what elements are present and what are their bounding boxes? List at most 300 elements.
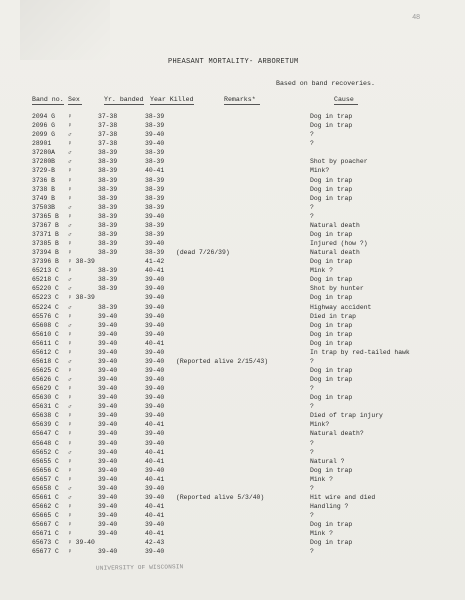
table-row xyxy=(0,367,465,375)
table-row xyxy=(0,249,465,257)
sex-cell: ♀ xyxy=(68,421,72,429)
sex-cell: ♀ xyxy=(68,548,72,556)
year-banded-cell: 39-40 xyxy=(98,403,118,411)
table-row xyxy=(0,449,465,457)
sex-cell: ♀ xyxy=(68,140,72,148)
year-killed-cell: 39-40 xyxy=(145,548,165,556)
year-killed-cell: 39-40 xyxy=(145,376,165,383)
band-number-cell: 65652 C xyxy=(32,448,59,456)
header-yr-banded: Yr. banded xyxy=(104,96,144,103)
year-killed-cell: 39-40 xyxy=(145,493,165,501)
cause-cell: Shot by hunter xyxy=(310,285,364,293)
header-cause: Cause xyxy=(334,96,354,103)
band-number-cell: 65223 C xyxy=(32,294,59,302)
table-row xyxy=(0,539,465,547)
year-killed-cell: 39-40 xyxy=(145,394,165,402)
table-row xyxy=(0,267,465,275)
sex-cell: ♀ xyxy=(68,312,72,320)
cause-cell: ? xyxy=(310,484,314,492)
sex-cell: ♀ xyxy=(68,212,72,220)
year-killed-cell: 38-39 xyxy=(145,149,165,157)
year-killed-cell: 39-40 xyxy=(145,348,165,356)
band-number-cell: 3749 B xyxy=(32,194,56,202)
year-killed-cell: 38-39 xyxy=(145,158,165,166)
year-killed-cell: 39-40 xyxy=(145,484,165,492)
sex-cell: ♀ xyxy=(68,367,72,374)
band-number-cell: 37280A xyxy=(32,149,56,157)
table-row xyxy=(0,458,465,466)
sex-cell: ♀ xyxy=(68,439,72,447)
sex-cell: ♀ xyxy=(68,394,72,402)
band-number-cell: 65618 C xyxy=(32,357,59,365)
table-row xyxy=(0,412,465,420)
remarks-cell: (Reported alive 5/3/40) xyxy=(176,493,265,501)
band-number-cell: 65625 C xyxy=(32,367,59,374)
archive-stamp: UNIVERSITY OF WISCONSIN xyxy=(95,563,184,572)
sex-cell: ♀ xyxy=(68,113,72,120)
band-number-cell: 3736 B xyxy=(32,176,56,184)
cause-cell: Mink ? xyxy=(310,475,334,483)
year-banded-cell: 38-39 xyxy=(98,212,118,220)
sex-cell: ♀ xyxy=(68,530,72,538)
band-number-cell: 65655 C xyxy=(32,457,59,465)
band-number-cell: 65629 C xyxy=(32,385,59,393)
year-banded-cell: 39-40 xyxy=(98,484,118,492)
cause-cell: Natural death xyxy=(310,249,360,257)
year-banded-cell: 39-40 xyxy=(98,312,118,320)
year-banded-cell: 37-38 xyxy=(98,140,118,148)
sex-cell: ♂ xyxy=(68,131,72,139)
header-underline xyxy=(334,104,358,105)
table-row xyxy=(0,403,465,411)
cause-cell: ? xyxy=(310,512,314,520)
header-remarks: Remarks* xyxy=(224,96,256,103)
table-row xyxy=(0,421,465,429)
table-row xyxy=(0,530,465,538)
table-row xyxy=(0,494,465,502)
year-killed-cell: 39-40 xyxy=(145,212,165,220)
band-number-cell: 37371 B xyxy=(32,230,59,238)
table-row xyxy=(0,177,465,185)
year-killed-cell: 39-40 xyxy=(145,439,165,447)
band-number-cell: 65630 C xyxy=(32,394,59,402)
cause-cell: ? xyxy=(310,448,314,456)
sex-cell: ♂ xyxy=(68,484,72,492)
table-row xyxy=(0,340,465,348)
table-row xyxy=(0,204,465,212)
year-killed-cell: 40-41 xyxy=(145,530,165,538)
year-killed-cell: 39-40 xyxy=(145,131,165,139)
sex-cell: ♀ xyxy=(68,167,72,175)
sex-cell: ♂ xyxy=(68,321,72,329)
cause-cell: Natural ? xyxy=(310,457,345,465)
year-killed-cell: 39-40 xyxy=(145,240,165,247)
table-row xyxy=(0,440,465,448)
band-number-cell: 65661 C xyxy=(32,493,59,501)
sex-cell: ♂ xyxy=(68,276,72,284)
year-banded-cell: 37-38 xyxy=(98,122,118,130)
sex-cell: ♀ 39-40 xyxy=(68,539,95,547)
year-killed-cell: 39-40 xyxy=(145,312,165,320)
cause-cell: ? xyxy=(310,439,314,447)
band-number-cell: 3729-B xyxy=(32,167,56,175)
sex-cell: ♂ xyxy=(68,203,72,211)
table-row xyxy=(0,113,465,121)
year-killed-cell: 39-40 xyxy=(145,357,165,365)
cause-cell: Natural death xyxy=(310,221,360,229)
page-subtitle: Based on band recoveries. xyxy=(276,80,375,87)
year-banded-cell: 39-40 xyxy=(98,430,118,438)
sex-cell: ♀ xyxy=(68,176,72,184)
sex-cell: ♀ xyxy=(68,185,72,193)
cause-cell: Dog in trap xyxy=(310,330,353,338)
table-row xyxy=(0,195,465,203)
year-killed-cell: 38-39 xyxy=(145,185,165,193)
remarks-cell: (dead 7/26/39) xyxy=(176,249,230,257)
band-number-cell: 65648 C xyxy=(32,439,59,447)
table-row xyxy=(0,258,465,266)
band-number-cell: 37280B xyxy=(32,158,56,166)
table-row xyxy=(0,349,465,357)
band-number-cell: 65608 C xyxy=(32,321,59,329)
cause-cell: Dog in trap xyxy=(310,122,353,130)
table-row xyxy=(0,304,465,312)
year-banded-cell: 38-39 xyxy=(98,285,118,293)
year-banded-cell: 39-40 xyxy=(98,448,118,456)
sex-cell: ♀ xyxy=(68,330,72,338)
year-killed-cell: 40-41 xyxy=(145,267,165,275)
year-banded-cell: 39-40 xyxy=(98,530,118,538)
band-number-cell: 65671 C xyxy=(32,530,59,538)
year-banded-cell: 39-40 xyxy=(98,503,118,510)
year-banded-cell: 39-40 xyxy=(98,466,118,474)
sex-cell: ♀ xyxy=(68,249,72,257)
year-banded-cell: 39-40 xyxy=(98,457,118,465)
table-row xyxy=(0,222,465,230)
sex-cell: ♀ xyxy=(68,194,72,202)
cause-cell: Mink? xyxy=(310,167,330,175)
year-banded-cell: 39-40 xyxy=(98,330,118,338)
year-killed-cell: 39-40 xyxy=(145,412,165,420)
year-killed-cell: 38-39 xyxy=(145,221,165,229)
year-killed-cell: 41-42 xyxy=(145,258,165,266)
year-killed-cell: 40-41 xyxy=(145,503,165,510)
year-banded-cell: 38-39 xyxy=(98,276,118,284)
table-row xyxy=(0,149,465,157)
header-underline xyxy=(32,104,64,105)
sex-cell: ♀ xyxy=(68,521,72,529)
band-number-cell: 65576 C xyxy=(32,312,59,320)
table-row xyxy=(0,313,465,321)
cause-cell: Dog in trap xyxy=(310,339,353,347)
year-banded-cell: 39-40 xyxy=(98,339,118,347)
cause-cell: ? xyxy=(310,385,314,393)
cause-cell: Dog in trap xyxy=(310,230,353,238)
sex-cell: ♀ xyxy=(68,385,72,393)
year-killed-cell: 38-39 xyxy=(145,230,165,238)
year-banded-cell: 39-40 xyxy=(98,521,118,529)
year-banded-cell: 38-39 xyxy=(98,185,118,193)
cause-cell: Dog in trap xyxy=(310,321,353,329)
cause-cell: Dog in trap xyxy=(310,176,353,184)
sex-cell: ♀ xyxy=(68,122,72,130)
band-number-cell: 65658 C xyxy=(32,484,59,492)
sex-cell: ♂ xyxy=(68,376,72,383)
year-killed-cell: 38-39 xyxy=(145,113,165,120)
cause-cell: Dog in trap xyxy=(310,113,353,120)
year-killed-cell: 40-41 xyxy=(145,475,165,483)
cause-cell: Dog in trap xyxy=(310,466,353,474)
band-number-cell: 2099 G xyxy=(32,131,56,139)
band-number-cell: 65673 C xyxy=(32,539,59,547)
header-sex: Sex xyxy=(68,96,80,103)
band-number-cell: 65656 C xyxy=(32,466,59,474)
table-row xyxy=(0,285,465,293)
table-row xyxy=(0,231,465,239)
year-banded-cell: 39-40 xyxy=(98,367,118,374)
band-number-cell: 37394 B xyxy=(32,249,59,257)
table-row xyxy=(0,240,465,248)
band-number-cell: 65662 C xyxy=(32,503,59,510)
year-killed-cell: 38-39 xyxy=(145,249,165,257)
band-number-cell: 65611 C xyxy=(32,339,59,347)
sex-cell: ♀ xyxy=(68,240,72,247)
sex-cell: ♂ xyxy=(68,221,72,229)
band-number-cell: 2094 G xyxy=(32,113,56,120)
year-banded-cell: 38-39 xyxy=(98,267,118,275)
year-banded-cell: 39-40 xyxy=(98,376,118,383)
cause-cell: ? xyxy=(310,357,314,365)
sex-cell: ♂ xyxy=(68,493,72,501)
cause-cell: Dog in trap xyxy=(310,376,353,383)
table-row xyxy=(0,186,465,194)
sex-cell: ♀ 38-39 xyxy=(68,294,95,302)
table-row xyxy=(0,430,465,438)
cause-cell: Mink? xyxy=(310,421,330,429)
year-banded-cell: 38-39 xyxy=(98,203,118,211)
year-banded-cell: 37-38 xyxy=(98,131,118,139)
sex-cell: ♀ xyxy=(68,466,72,474)
year-banded-cell: 38-39 xyxy=(98,167,118,175)
table-row xyxy=(0,512,465,520)
band-number-cell: 37385 B xyxy=(32,240,59,247)
cause-cell: In trap by red-tailed hawk xyxy=(310,348,410,356)
year-killed-cell: 40-41 xyxy=(145,339,165,347)
cause-cell: Dog in trap xyxy=(310,276,353,284)
table-row xyxy=(0,140,465,148)
header-underline xyxy=(224,104,260,105)
cause-cell: ? xyxy=(310,212,314,220)
table-row xyxy=(0,358,465,366)
header-underline xyxy=(150,104,194,105)
band-number-cell: 65218 C xyxy=(32,276,59,284)
year-banded-cell: 38-39 xyxy=(98,303,118,311)
table-row xyxy=(0,521,465,529)
year-killed-cell: 39-40 xyxy=(145,466,165,474)
band-number-cell: 37367 B xyxy=(32,221,59,229)
table-row xyxy=(0,322,465,330)
band-number-cell: 65612 C xyxy=(32,348,59,356)
cause-cell: ? xyxy=(310,140,314,148)
cause-cell: Natural death? xyxy=(310,430,364,438)
header-underline xyxy=(104,104,144,105)
band-number-cell: 65213 C xyxy=(32,267,59,275)
band-number-cell: 37396 B xyxy=(32,258,59,266)
year-killed-cell: 39-40 xyxy=(145,385,165,393)
header-year-killed: Year Killed xyxy=(150,96,194,103)
year-killed-cell: 38-39 xyxy=(145,122,165,130)
sex-cell: ♂ xyxy=(68,285,72,293)
sex-cell: ♀ xyxy=(68,512,72,520)
table-row xyxy=(0,167,465,175)
band-number-cell: 65657 C xyxy=(32,475,59,483)
band-number-cell: 2096 G xyxy=(32,122,56,130)
band-number-cell: 65638 C xyxy=(32,412,59,420)
year-killed-cell: 39-40 xyxy=(145,403,165,411)
band-number-cell: 65631 C xyxy=(32,403,59,411)
year-banded-cell: 38-39 xyxy=(98,158,118,166)
year-banded-cell: 38-39 xyxy=(98,221,118,229)
sex-cell: ♂ xyxy=(68,357,72,365)
cause-cell: Died of trap injury xyxy=(310,412,383,420)
band-number-cell: 3738 B xyxy=(32,185,56,193)
year-killed-cell: 42-43 xyxy=(145,539,165,547)
sex-cell: ♂ xyxy=(68,158,72,166)
cause-cell: Dog in trap xyxy=(310,521,353,529)
cause-cell: Died in trap xyxy=(310,312,357,320)
year-banded-cell: 37-38 xyxy=(98,113,118,120)
table-row xyxy=(0,385,465,393)
page-number: 48 xyxy=(412,14,420,21)
year-killed-cell: 39-40 xyxy=(145,330,165,338)
year-banded-cell: 38-39 xyxy=(98,149,118,157)
header-band-no: Band no. xyxy=(32,96,64,103)
header-underline xyxy=(68,104,82,105)
table-row xyxy=(0,294,465,302)
year-banded-cell: 39-40 xyxy=(98,439,118,447)
year-killed-cell: 39-40 xyxy=(145,140,165,148)
cause-cell: ? xyxy=(310,203,314,211)
year-banded-cell: 38-39 xyxy=(98,230,118,238)
year-banded-cell: 39-40 xyxy=(98,348,118,356)
year-banded-cell: 38-39 xyxy=(98,176,118,184)
year-killed-cell: 39-40 xyxy=(145,303,165,311)
sex-cell: ♀ xyxy=(68,267,72,275)
year-killed-cell: 38-39 xyxy=(145,203,165,211)
table-row xyxy=(0,131,465,139)
remarks-cell: (Reported alive 2/15/43) xyxy=(176,357,269,365)
year-banded-cell: 39-40 xyxy=(98,385,118,393)
year-banded-cell: 38-39 xyxy=(98,194,118,202)
band-number-cell: 65220 C xyxy=(32,285,59,293)
sex-cell: ♀ xyxy=(68,412,72,420)
sex-cell: ♀ xyxy=(68,457,72,465)
year-banded-cell: 38-39 xyxy=(98,249,118,257)
band-number-cell: 37365 B xyxy=(32,212,59,220)
table-row xyxy=(0,476,465,484)
table-row xyxy=(0,122,465,130)
table-row xyxy=(0,467,465,475)
sex-cell: ♂ xyxy=(68,230,72,238)
year-banded-cell: 39-40 xyxy=(98,412,118,420)
cause-cell: Dog in trap xyxy=(310,539,353,547)
table-row xyxy=(0,548,465,556)
year-banded-cell: 39-40 xyxy=(98,493,118,501)
year-killed-cell: 40-41 xyxy=(145,167,165,175)
cause-cell: Injured (how ?) xyxy=(310,240,368,247)
table-row xyxy=(0,485,465,493)
year-killed-cell: 38-39 xyxy=(145,176,165,184)
sex-cell: ♀ xyxy=(68,503,72,510)
page-title: PHEASANT MORTALITY- ARBORETUM xyxy=(168,58,299,66)
sex-cell: ♀ 38-39 xyxy=(68,258,95,266)
cause-cell: Dog in trap xyxy=(310,294,353,302)
year-killed-cell: 39-40 xyxy=(145,276,165,284)
year-killed-cell: 39-40 xyxy=(145,521,165,529)
year-killed-cell: 40-41 xyxy=(145,448,165,456)
band-number-cell: 65647 C xyxy=(32,430,59,438)
year-killed-cell: 39-40 xyxy=(145,285,165,293)
sex-cell: ♀ xyxy=(68,348,72,356)
year-banded-cell: 38-39 xyxy=(98,240,118,247)
cause-cell: Highway accident xyxy=(310,303,372,311)
band-number-cell: 65667 C xyxy=(32,521,59,529)
cause-cell: Dog in trap xyxy=(310,367,353,374)
cause-cell: Handling ? xyxy=(310,503,349,510)
year-killed-cell: 39-40 xyxy=(145,294,165,302)
year-banded-cell: 39-40 xyxy=(98,357,118,365)
year-banded-cell: 39-40 xyxy=(98,394,118,402)
cause-cell: Dog in trap xyxy=(310,394,353,402)
band-number-cell: 65665 C xyxy=(32,512,59,520)
year-killed-cell: 38-39 xyxy=(145,194,165,202)
paper-crease xyxy=(20,0,110,60)
table-row xyxy=(0,276,465,284)
cause-cell: Hit wire and died xyxy=(310,493,376,501)
year-killed-cell: 40-41 xyxy=(145,457,165,465)
cause-cell: Dog in trap xyxy=(310,185,353,193)
band-number-cell: 65224 C xyxy=(32,303,59,311)
cause-cell: Dog in trap xyxy=(310,194,353,202)
table-row xyxy=(0,503,465,511)
year-killed-cell: 39-40 xyxy=(145,430,165,438)
cause-cell: ? xyxy=(310,131,314,139)
year-killed-cell: 40-41 xyxy=(145,512,165,520)
sex-cell: ♀ xyxy=(68,475,72,483)
band-number-cell: 65610 C xyxy=(32,330,59,338)
table-row xyxy=(0,213,465,221)
cause-cell: Shot by poacher xyxy=(310,158,368,166)
band-number-cell: 65639 C xyxy=(32,421,59,429)
sex-cell: ♀ xyxy=(68,339,72,347)
table-row xyxy=(0,331,465,339)
year-banded-cell: 39-40 xyxy=(98,548,118,556)
year-killed-cell: 39-40 xyxy=(145,321,165,329)
year-killed-cell: 39-40 xyxy=(145,367,165,374)
band-number-cell: 65677 C xyxy=(32,548,59,556)
sex-cell: ♂ xyxy=(68,149,72,157)
sex-cell: ♂ xyxy=(68,403,72,411)
cause-cell: ? xyxy=(310,403,314,411)
sex-cell: ♀ xyxy=(68,430,72,438)
cause-cell: ? xyxy=(310,548,314,556)
table-row xyxy=(0,376,465,384)
cause-cell: Mink ? xyxy=(310,530,334,538)
year-banded-cell: 39-40 xyxy=(98,475,118,483)
cause-cell: Mink ? xyxy=(310,267,334,275)
band-number-cell: 37503B xyxy=(32,203,56,211)
band-number-cell: 65626 C xyxy=(32,376,59,383)
